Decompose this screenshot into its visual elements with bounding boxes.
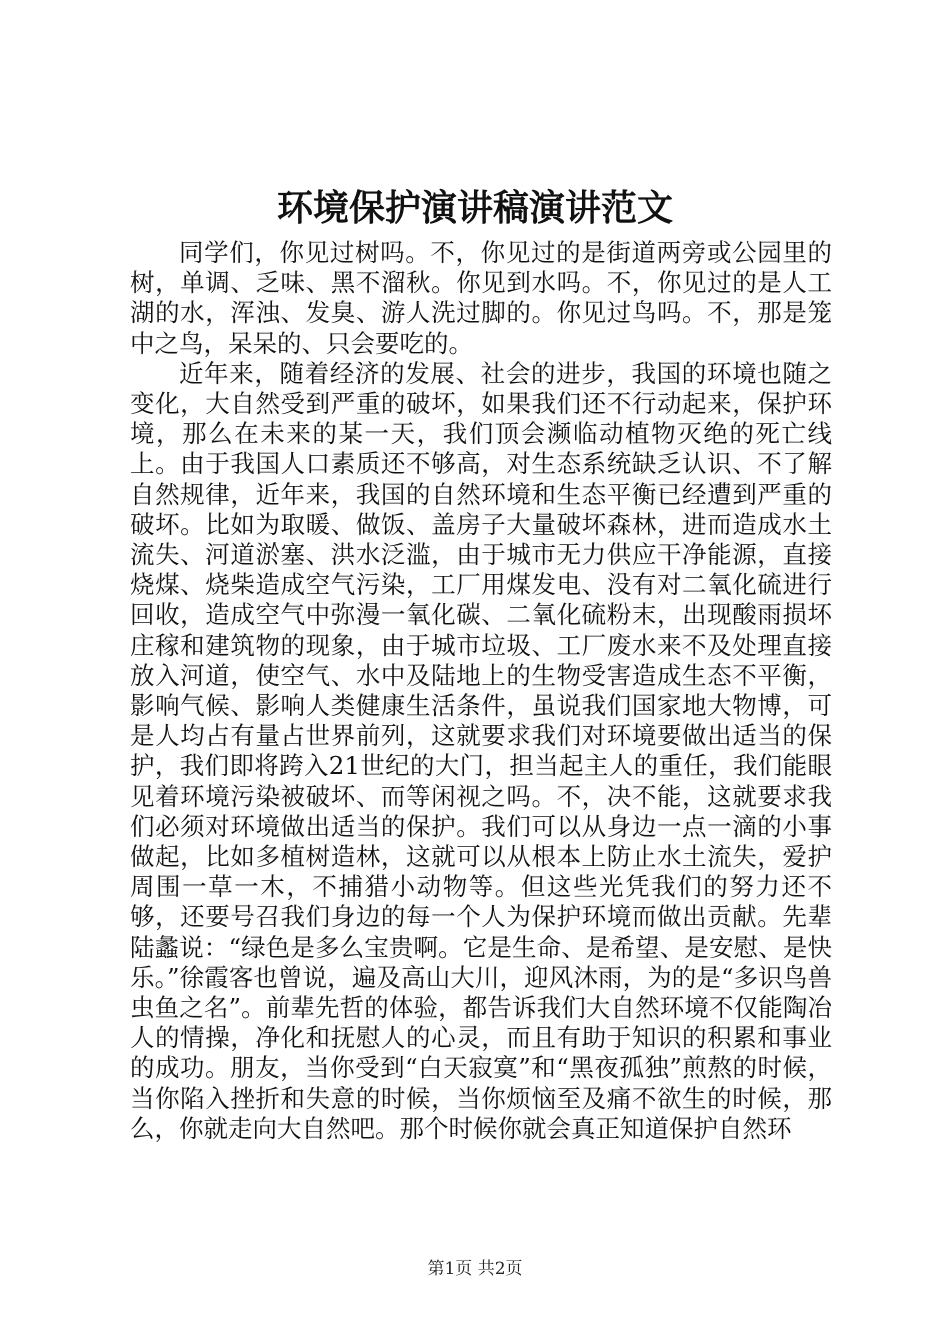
document-body <box>130 238 832 1144</box>
paragraph-1: 同学们，你见过树吗。不，你见过的是街道两旁或公园里的树，单调、乏味、黑不溜秋。你见到水吗。不，你见过的是人工湖的水，浑浊、发臭、游人洗过脚的。你见过鸟吗。不，那是笼中之鸟，呆呆的、只会要吃的。 <box>130 238 832 358</box>
paragraph-2: 近年来，随着经济的发展、社会的进步，我国的环境也随之变化，大自然受到严重的破坏，如果我们还不行动起来，保护环境，那么在未来的某一天，我们顶会濒临动植物灭绝的死亡线上。由于我国人口素质还不够高，对生态系统缺乏认识、不了解自然规律，近年来，我国的自然环境和生态平衡已经遭到严重的破坏。比如为取暖、做饭、盖房子大量破坏森林，进而造成水土流失、河道淤塞、洪水泛滥，由于城市无力供应干净能源，直接烧煤、烧柴造成空气污染，工厂用煤发电、没有对二氧化硫进行回收，造成空气中弥漫一氧化碳、二氧化硫粉末，出现酸雨损坏庄稼和建筑物的现象，由于城市垃圾、工厂废水来不及处理直接放入河道，使空气、水中及陆地上的生物受害造成生态不平衡，影响气候、影响人类健康生活条件，虽说我们国家地大物博，可是人均占有量占世界前列，这就要求我们对环境要做出适当的保护，我们即将跨入21世纪的大门，担当起主人的重任，我们能眼见着环境污染被破坏、而等闲视之吗。不，决不能，这就要求我们必须对环境做出适当的保护。我们可以从身边一点一滴的小事做起，比如多植树造林，这就可以从根本上防止水土流失，爱护周围一草一木，不捕猎小动物等。但这些光凭我们的努力还不够，还要号召我们身边的每一个人为保护环境而做出贡献。先辈陆蠡说：“绿色是多么宝贵啊。它是生命、是希望、是安慰、是快乐。”徐霞客也曾说，遍及高山大川，迎风沐雨，为的是“多识鸟兽虫鱼之名”。前辈先哲的体验，都告诉我们大自然环境不仅能陶冶人的情操，净化和抚慰人的心灵，而且有助于知识的积累和事业的成功。朋友，当你受到“白天寂寞”和“黑夜孤独”煎熬的时候，当你陷入挫折和失意的时候，当你烦恼至及痛不欲生的时候，那么，你就走向大自然吧。那个时候你就会真正知道保护自然环 <box>130 358 832 1143</box>
document-title: 环境保护演讲稿演讲范文 <box>276 187 673 229</box>
page-footer: 第1页 共2页 <box>427 1259 523 1279</box>
